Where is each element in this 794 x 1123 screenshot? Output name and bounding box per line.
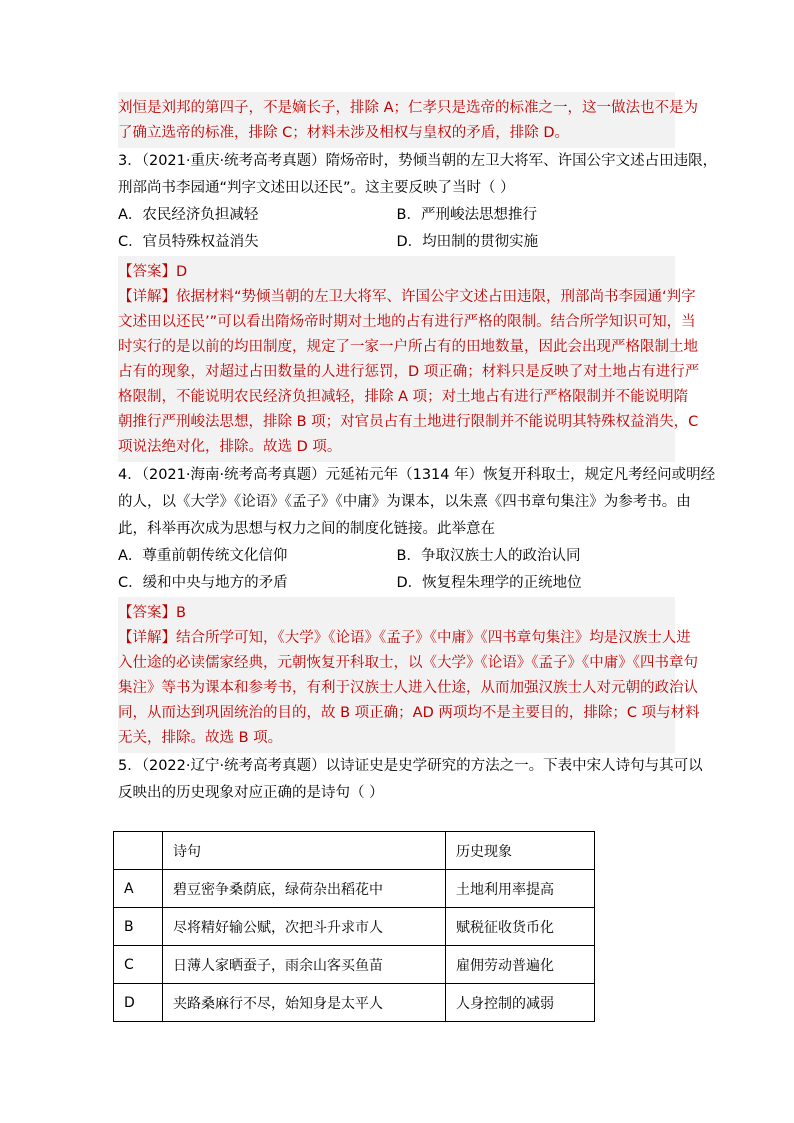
option-c: C．官员特殊权益消失 [118,234,259,250]
table-row [114,870,595,908]
question-4-solution [118,597,700,753]
question-3-stem-line: 刑部尚书李园通“判字文述田以还民”。这主要反映了当时（ ） [118,180,515,196]
option-b: B．严刑峻法思想推行 [396,207,537,223]
answer-tag: 【答案】 [118,264,176,280]
table-cell: 夹路桑麻行不尽，始知身是太平人 [163,984,446,1022]
answer-value: D [176,264,188,280]
table-header-row [114,832,595,870]
detail-line: 项说法绝对化，排除。故选 D 项。 [118,439,342,455]
table-row [114,946,595,984]
explanation-line: 刘恒是刘邦的第四子，不是嫡长子，排除 A；仁孝只是选帝的标准之一，这一做法也不是为 [118,100,699,116]
table-cell: 赋税征收货币化 [446,908,595,946]
table-cell: D [114,984,163,1022]
table-cell: 碧豆密争桑荫底，绿荷杂出稻花中 [163,870,446,908]
question-3-options-row [118,229,675,256]
table-header-cell [114,832,163,870]
table-row [114,984,595,1022]
question-4-stem-line: 4．（2021·海南·统考高考真题）元延祐元年（1314 年）恢复开科取士，规定凡考经问或明经 [118,467,716,483]
explanation-line: 了确立选帝的标准，排除 C；材料未涉及相权与皇权的矛盾，排除 D。 [118,125,570,141]
question-5 [118,753,703,807]
document-page [118,92,718,807]
detail-line: 文述田以还民’”可以看出隋炀帝时期对土地的占有进行严格的限制。结合所学知识可知，当 [118,314,696,330]
option-d: D．恢复程朱理学的正统地位 [396,575,582,591]
question-4-options-row [118,570,675,597]
question-3-options-row [118,202,675,229]
answer-value: B [176,605,186,621]
question-4-options-row [118,543,675,570]
detail-line: 占有的现象，对超过占田数量的人进行惩罚，D 项正确；材料只是反映了对土地占有进行严 [118,364,700,380]
table-cell: 人身控制的减弱 [446,984,595,1022]
detail-line: 格限制，不能说明农民经济负担减轻，排除 A 项；对土地占有进行严格限制并不能说明隋 [118,389,689,405]
option-c: C．缓和中央与地方的矛盾 [118,575,288,591]
option-a: A．农民经济负担减轻 [118,207,259,223]
detail-line: 时实行的是以前的均田制度，规定了一家一户所占有的田地数量，因此会出现严格限制土地 [118,339,698,355]
detail-tag: 【详解】 [118,630,176,646]
detail-tag: 【详解】 [118,289,176,305]
table-cell: C [114,946,163,984]
option-b: B．争取汉族士人的政治认同 [396,548,581,564]
detail-line [118,285,696,310]
table-cell: A [114,870,163,908]
answer-line [118,601,675,626]
table-header-cell: 诗句 [163,832,446,870]
table-cell: B [114,908,163,946]
detail-text: 依据材料“势倾当朝的左卫大将军、许国公宇文述占田违限，刑部尚书李园通‘判字 [176,289,696,305]
detail-line: 朝推行严刑峻法思想，排除 B 项；对官员占有土地进行限制并不能说明其特殊权益消失，C [118,414,699,430]
answer-line [118,260,675,285]
table-header-cell: 历史现象 [446,832,595,870]
detail-line: 入仕途的必读儒家经典，元朝恢复开科取士，以《大学》《论语》《孟子》《中庸》《四书章句 [118,655,698,671]
table-cell: 雇佣劳动普遍化 [446,946,595,984]
table-cell: 尽将精好输公赋，次把斗升求市人 [163,908,446,946]
detail-line: 同，从而达到巩固统治的目的，故 B 项正确；AD 两项均不是主要目的，排除；C 项与材料 [118,705,700,721]
previous-explanation-block [118,92,699,148]
question-4-stem-line: 此，科举再次成为思想与权力之间的制度化链接。此举意在 [118,521,495,537]
poem-table [113,831,595,1022]
question-5-stem-line: 反映出的历史现象对应正确的是诗句（ ） [118,785,384,801]
answer-tag: 【答案】 [118,605,176,621]
detail-text: 结合所学可知，《大学》《论语》《孟子》《中庸》《四书章句集注》均是汉族士人进 [176,630,691,646]
detail-line: 集注》等书为课本和参考书，有利于汉族士人进入仕途，从而加强汉族士人对元朝的政治认 [118,680,698,696]
question-3 [118,148,718,462]
table-cell: 日薄人家晒蚕子，雨余山客买鱼苗 [163,946,446,984]
option-a: A．尊重前朝传统文化信仰 [118,548,288,564]
question-5-stem-line: 5．（2022·辽宁·统考高考真题）以诗证史是史学研究的方法之一。下表中宋人诗句与其可以 [118,758,703,774]
table-cell: 土地利用率提高 [446,870,595,908]
table-row [114,908,595,946]
option-d: D．均田制的贯彻实施 [396,234,539,250]
detail-line: 无关，排除。故选 B 项。 [118,730,283,746]
question-3-stem-line: 3．（2021·重庆·统考高考真题）隋炀帝时，势倾当朝的左卫大将军、许国公宇文述占田违限， [118,153,718,169]
question-4 [118,462,716,753]
question-4-stem-line: 的人，以《大学》《论语》《孟子》《中庸》为课本，以朱熹《四书章句集注》为参考书。由 [118,494,691,510]
detail-line [118,626,691,651]
question-3-solution [118,256,700,462]
